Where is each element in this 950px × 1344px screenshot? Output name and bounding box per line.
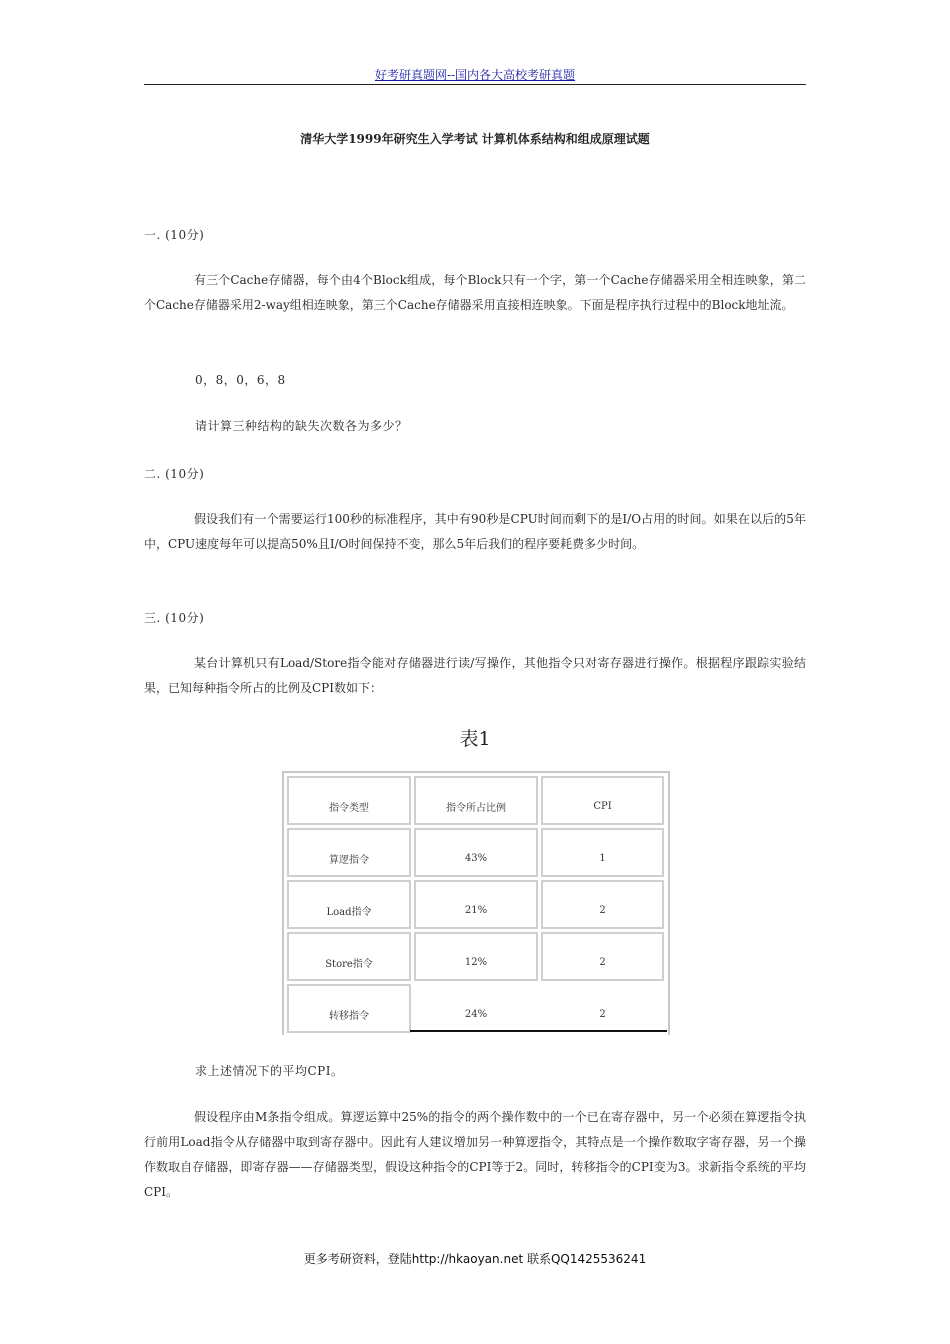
table-cell: 12% bbox=[414, 932, 538, 981]
table-cell: 2 bbox=[599, 1009, 606, 1020]
header-link[interactable]: 好考研真题网--国内各大高校考研真题 bbox=[374, 68, 576, 82]
table-header-cell: 指令类型 bbox=[287, 776, 411, 825]
section-2-heading: 二. (10分) bbox=[144, 467, 205, 481]
table-cell: 算逻指令 bbox=[287, 828, 411, 877]
table-cell: 43% bbox=[414, 828, 538, 877]
table-caption: 表1 bbox=[459, 728, 491, 750]
table-cell: Load指令 bbox=[287, 880, 411, 929]
section-3-heading: 三. (10分) bbox=[144, 611, 205, 625]
section-3-question: 求上述情况下的平均CPI。 bbox=[195, 1064, 344, 1078]
section-1-question: 请计算三种结构的缺失次数各为多少？ bbox=[195, 419, 408, 433]
table-cell: 2 bbox=[541, 932, 664, 981]
header-rule bbox=[144, 84, 806, 85]
table-cell: 2 bbox=[541, 880, 664, 929]
section-2-paragraph: 假设我们有一个需要运行100秒的标准程序，其中有90秒是CPU时间而剩下的是I/O占用的时间。如果在以后的5年中，CPU速度每年可以提高50%且I/O时间保持不变，那么5年后我们的程序要耗费多少时间。 bbox=[144, 512, 806, 551]
section-3-paragraph-2: 假设程序由M条指令组成。算逻运算中25%的指令的两个操作数中的一个已在寄存器中，另一个必须在算逻指令执行前用Load指令从存储器中取到寄存器中。因此有人建议增加另一种算逻指令，其特点是一个操作数取字寄存器，另一个操作数取自存储器，即寄存器——存储器类型，假设这种指令的CPI等于2。同时，转移指令的CPI变为3。求新指令系统的平均CPI。 bbox=[144, 1110, 806, 1199]
table-cell: 21% bbox=[414, 880, 538, 929]
table-cell: 24% bbox=[464, 1009, 488, 1020]
section-1-heading: 一. (10分) bbox=[144, 228, 205, 242]
table-cell: 1 bbox=[541, 828, 664, 877]
footer: 更多考研资料，登陆http://hkaoyan.net 联系QQ1425536241 bbox=[303, 1252, 647, 1266]
data-table bbox=[282, 771, 670, 1035]
section-3-paragraph: 某台计算机只有Load/Store指令能对存储器进行读/写操作，其他指令只对寄存器进行操作。根据程序跟踪实验结果，已知每种指令所占的比例及CPI数如下： bbox=[144, 656, 806, 695]
table-cell: 转移指令 bbox=[287, 984, 411, 1033]
table-bottom-rule bbox=[410, 1030, 667, 1032]
table-cell: Store指令 bbox=[287, 932, 411, 981]
section-1-sequence: 0，8，0，6，8 bbox=[195, 373, 286, 387]
page-title: 清华大学1999年研究生入学考试 计算机体系结构和组成原理试题 bbox=[300, 132, 650, 146]
section-1-paragraph: 有三个Cache存储器，每个由4个Block组成，每个Block只有一个字，第一个Cache存储器采用全相连映象，第二个Cache存储器采用2-way组相连映象，第三个Cache存储器采用直接相连映象。下面是程序执行过程中的Block地址流。 bbox=[144, 273, 806, 312]
table-header-cell: CPI bbox=[541, 776, 664, 825]
table-header-cell: 指令所占比例 bbox=[414, 776, 538, 825]
